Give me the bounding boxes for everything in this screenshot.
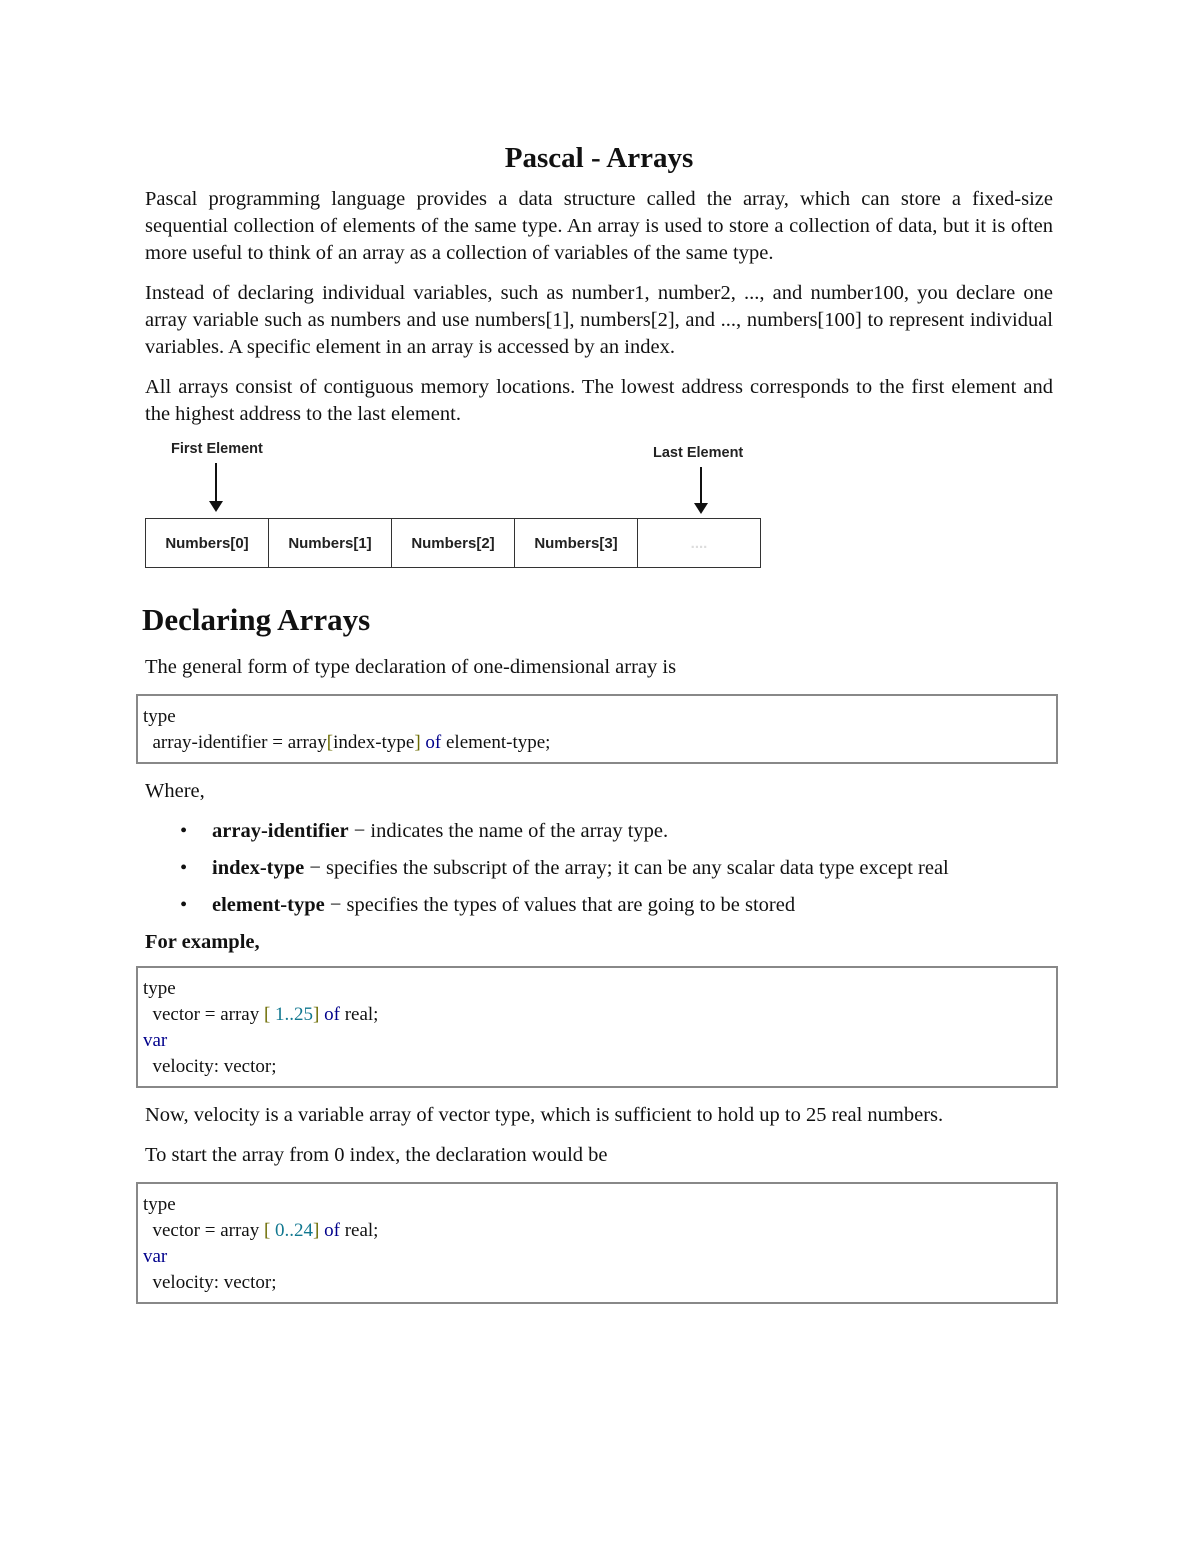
where-label: Where, — [145, 780, 205, 803]
list-item: • index-type − specifies the subscript of the array; it can be any scalar data type except real — [145, 855, 1053, 882]
definition-list — [145, 818, 1053, 919]
first-element-label: First Element — [171, 441, 263, 458]
document-page — [142, 140, 1053, 1318]
declaring-arrays-heading: Declaring Arrays — [142, 602, 371, 638]
code-line: array-identifier = array[index-type] of element-type; — [143, 732, 551, 754]
array-cell: Numbers[0] — [146, 519, 269, 567]
list-item: • array-identifier − indicates the name of the array type. — [145, 818, 1053, 845]
last-element-label: Last Element — [653, 445, 744, 462]
bullet-icon: • — [180, 820, 188, 843]
first-element-arrowhead — [209, 501, 223, 512]
array-cell: Numbers[1] — [269, 519, 392, 567]
list-item: • element-type − specifies the types of values that are going to be stored — [145, 892, 1053, 919]
array-diagram — [145, 441, 765, 581]
code-line: type — [143, 1194, 176, 1216]
code-line: vector = array [ 0..24] of real; — [143, 1220, 379, 1242]
example-code-block-1 — [136, 966, 1058, 1088]
intro-paragraph-1: Pascal programming language provides a data structure called the array, which can store a fixed-size sequential collection of elements of the same type. An array is used to store a collection of data, but it is often more useful to think of an array as a collection of variables of the same type. — [145, 188, 1053, 265]
syntax-code-block — [136, 694, 1058, 764]
intro-paragraph-3: All arrays consist of contiguous memory locations. The lowest address corresponds to the first element and the highest address to the last element. — [145, 376, 1053, 426]
array-cell: Numbers[2] — [392, 519, 515, 567]
bullet-icon: • — [180, 857, 188, 880]
code-line: var — [143, 1246, 168, 1268]
velocity-explanation: Now, velocity is a variable array of vector type, which is sufficient to hold up to 25 real numbers. — [145, 1104, 944, 1127]
code-line: vector = array [ 1..25] of real; — [143, 1004, 379, 1026]
zero-index-intro: To start the array from 0 index, the declaration would be — [145, 1144, 608, 1167]
first-element-arrow — [215, 463, 217, 503]
code-line: velocity: vector; — [143, 1056, 277, 1078]
example-code-block-2 — [136, 1182, 1058, 1304]
last-element-arrow — [700, 467, 702, 505]
code-line: var — [143, 1030, 168, 1052]
for-example-label: For example, — [145, 931, 260, 954]
array-cell: Numbers[3] — [515, 519, 638, 567]
page-title: Pascal - Arrays — [504, 142, 694, 174]
intro-paragraph-2: Instead of declaring individual variables, such as number1, number2, ..., and number100, you declare one array variable such as numbers and use numbers[1], numbers[2], and ..., numbers[100] to represent individual variables. A specific element in an array is accessed by an index. — [145, 282, 1053, 359]
bullet-icon: • — [180, 894, 188, 917]
code-line: type — [143, 978, 176, 1000]
general-form-intro: The general form of type declaration of one-dimensional array is — [145, 656, 677, 679]
array-cells — [145, 518, 761, 568]
array-cell-ellipsis: .... — [690, 534, 708, 552]
code-line: velocity: vector; — [143, 1272, 277, 1294]
last-element-arrowhead — [694, 503, 708, 514]
code-line: type — [143, 706, 176, 728]
